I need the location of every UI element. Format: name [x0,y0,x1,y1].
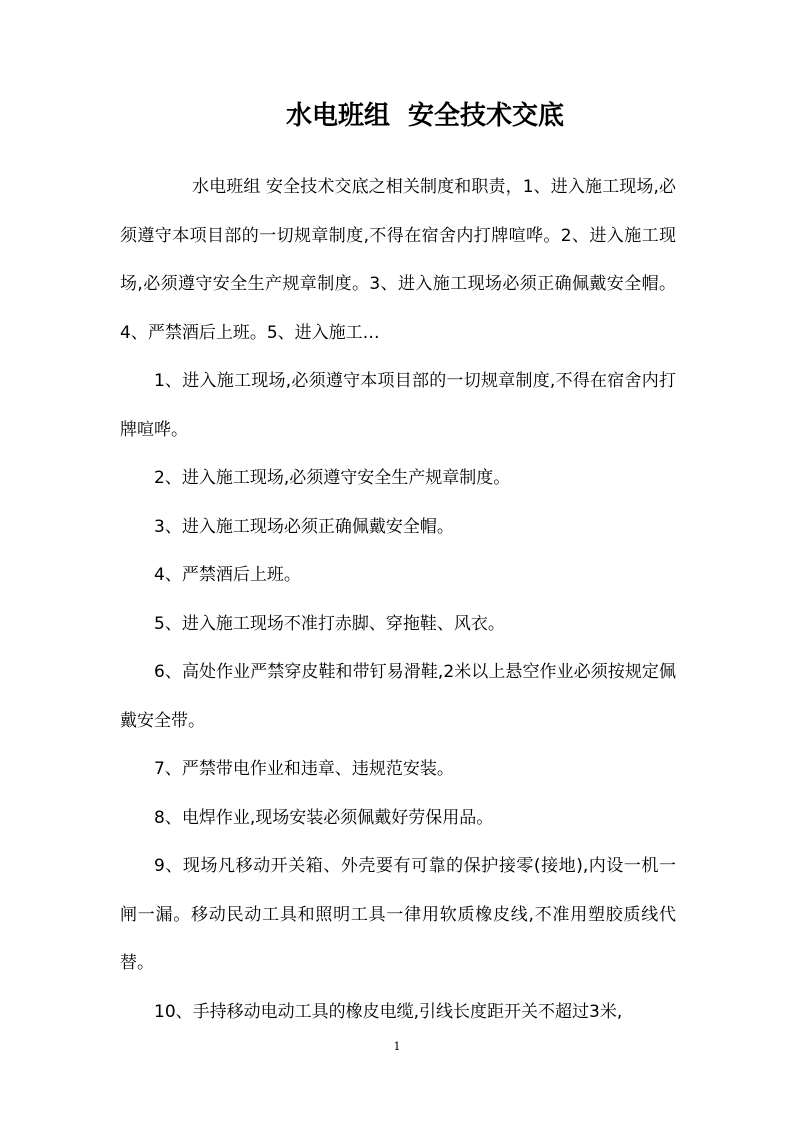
paragraph: 9、现场凡移动开关箱、外壳要有可靠的保护接零(接地),内设一机一闸一漏。移动民动工具和照明工具一律用软质橡皮线,不准用塑胶质线代替。 [120,856,676,973]
document-body [120,163,676,1036]
paragraph: 10、手持移动电动工具的橡皮电缆,引线长度距开关不超过3米, [154,1001,623,1022]
summary-paragraph: 水电班组 安全技术交底之相关制度和职责，1、进入施工现场,必须遵守本项目部的一切规章制度,不得在宿舍内打牌喧哗。2、进入施工现场,必须遵守安全生产规章制度。3、进入施工现场必须正确佩戴安全帽。4、严禁酒后上班。5、进入施工… [120,177,676,343]
paragraph: 8、电焊作业,现场安装必须佩戴好劳保用品。 [154,807,494,828]
paragraph: 4、严禁酒后上班。 [154,565,301,585]
page-number: 1 [393,1040,401,1053]
paragraph: 5、进入施工现场不准打赤脚、穿拖鞋、风衣。 [154,613,505,634]
document-title: 水电班组 安全技术交底 [285,101,565,131]
paragraph: 2、进入施工现场,必须遵守安全生产规章制度。 [154,468,511,488]
paragraph: 7、严禁带电作业和违章、违规范安装。 [154,759,454,779]
paragraph: 3、进入施工现场必须正确佩戴安全帽。 [154,516,454,537]
paragraph: 1、进入施工现场,必须遵守本项目部的一切规章制度,不得在宿舍内打牌喧哗。 [120,371,676,440]
paragraph: 6、高处作业严禁穿皮鞋和带钉易滑鞋,2米以上悬空作业必须按规定佩戴安全带。 [120,662,676,731]
